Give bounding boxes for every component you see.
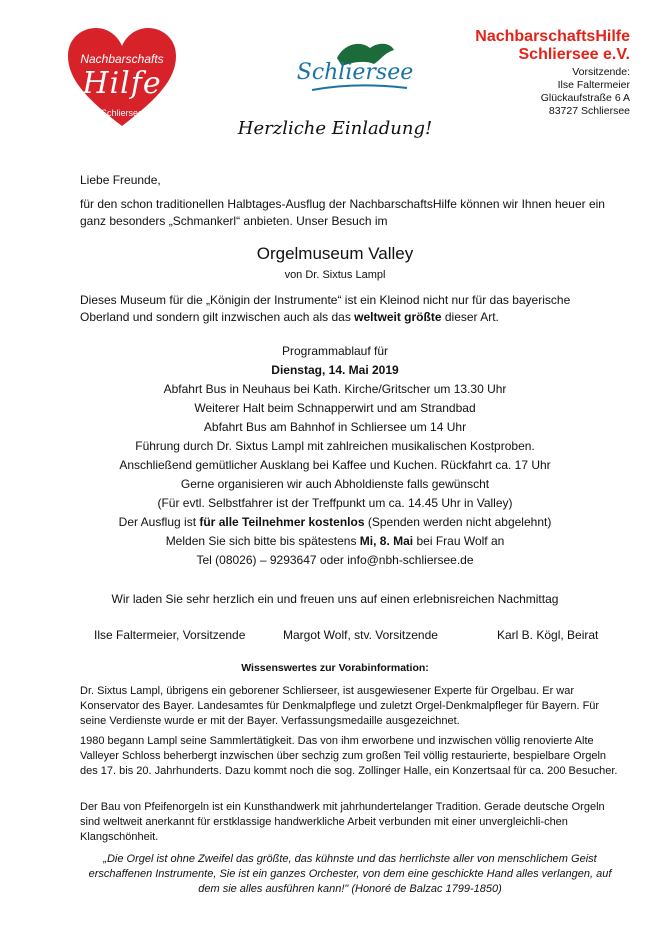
event-date: Dienstag, 14. Mai 2019 — [271, 363, 399, 377]
address-line: Ilse Faltermeier — [557, 79, 630, 91]
contact-info: Tel (08026) – 9293647 oder info@nbh-schliersee.de — [196, 553, 474, 567]
desc-text: Dieses Museum für die „Königin der Instrumente“ ist ein Kleinod nicht nur für das bayerische Oberland und sondern gilt inzwischen auch als das — [80, 293, 571, 324]
program-item: Anschließend gemütlicher Ausklang bei Kaffee und Kuchen. Rückfahrt ca. 17 Uhr — [119, 458, 551, 472]
program-item: Abfahrt Bus in Neuhaus bei Kath. Kirche/Gritscher um 13.30 Uhr — [163, 382, 507, 396]
address-line: Vorsitzende: — [572, 66, 630, 78]
program-item: Führung durch Dr. Sixtus Lampl mit zahlreichen musikalischen Kostproben. — [135, 439, 535, 453]
org-line-2: Schliersee e.V. — [518, 46, 630, 63]
signature-1: Ilse Faltermeier, Vorsitzende — [94, 628, 246, 642]
organization-name — [475, 28, 630, 64]
closing-line: Wir laden Sie sehr herzlich ein und freuen uns auf einen erlebnisreichen Nachmittag — [111, 592, 559, 606]
free-bold: für alle Teilnehmer kostenlos — [199, 515, 365, 529]
program-item: (Für evtl. Selbstfahrer ist der Treffpunkt um ca. 14.45 Uhr in Valley) — [157, 496, 513, 510]
museum-name: Orgelmuseum Valley — [256, 244, 414, 263]
balzac-quote: „Die Orgel ist ohne Zweifel das größte, das kühnste und das herrlichste aller von menschlichem Geist erschaffenen Instrumente, Sie ist ein ganzes Orchester, von dem eine geschickte Hand alles verlangen, auf dem sie alles ausführen kann!" (Honoré de Balzac 1799-1850) — [88, 853, 612, 895]
org-line-1: NachbarschaftsHilfe — [475, 28, 630, 45]
signature-2: Margot Wolf, stv. Vorsitzende — [283, 628, 438, 642]
logo-wordmark: Schliersee — [296, 60, 414, 85]
free-text: Der Ausflug ist — [118, 515, 200, 529]
program-item: Abfahrt Bus am Bahnhof in Schliersee um 14 Uhr — [203, 420, 467, 434]
info-paragraph-3: Der Bau von Pfeifenorgeln ist ein Kunsthandwerk mit jahrhundertelanger Tradition. Gerade deutsche Orgeln sind weltweit anerkannt für erstklassige handwerkliche Arbeit verbunden mit einer unvergleichli-chen Klangschönheit. — [80, 801, 605, 843]
museum-subtitle: von Dr. Sixtus Lampl — [284, 269, 386, 281]
register-bold: Mi, 8. Mai — [359, 534, 414, 548]
greeting: Liebe Freunde, — [80, 173, 161, 187]
free-note — [0, 513, 670, 532]
address-block — [541, 66, 630, 118]
program-item: Weiterer Halt beim Schnapperwirt und am Strandbad — [194, 401, 476, 415]
desc-bold: weltweit größte — [354, 310, 442, 324]
programm-heading: Programmablauf für — [281, 344, 389, 358]
register-text: bei Frau Wolf an — [413, 534, 505, 548]
register-note — [0, 532, 670, 551]
heart-text-top: Nachbarschafts — [80, 52, 164, 66]
heart-text-bottom: Schliersee — [100, 108, 144, 118]
info-paragraph-1: Dr. Sixtus Lampl, übrigens ein geborener Schlierseer, ist ausgewiesener Experte für Orgelbau. Er war Konservator des Bayer. Landesamtes für Denkmalpflege und zuletzt Orgel-Denkmalpfleger für Bayern. Für seine Verdienste wurde er mit der Bayer. Verfassungsmedaille ausgezeichnet. — [80, 685, 600, 727]
register-text: Melden Sie sich bitte bis spätestens — [165, 534, 360, 548]
address-line: 83727 Schliersee — [548, 105, 630, 117]
info-paragraph-2: 1980 begann Lampl seine Sammlertätigkeit. Das von ihm erworbene und inzwischen völlig renovierte Alte Valleyer Schloss beherbergt inzwischen über sechzig zum großen Teil völlig restaurierte, bespielbare Orgeln des 17. bis 20. Jahrhunderts. Dazu kommt noch die sog. Zollinger Halle, ein Konzertsaal für ca. 200 Besucher. — [80, 735, 618, 777]
invitation-title: Herzliche Einladung! — [237, 118, 433, 139]
heart-text-main: Hilfe — [82, 66, 162, 101]
signature-3: Karl B. Kögl, Beirat — [497, 628, 599, 642]
info-heading: Wissenswertes zur Vorabinformation: — [241, 662, 429, 674]
address-line: Glückaufstraße 6 A — [540, 92, 630, 104]
program-item: Gerne organisieren wir auch Abholdienste falls gewünscht — [180, 477, 490, 491]
free-text: (Spenden werden nicht abgelehnt) — [364, 515, 552, 529]
museum-description — [80, 292, 610, 326]
desc-text: dieser Art. — [441, 310, 499, 324]
intro-paragraph: für den schon traditionellen Halbtages-Ausflug der NachbarschaftsHilfe können wir Ihnen heuer ein ganz besonders „Schmankerl“ anbieten. Unser Besuch im — [80, 197, 605, 228]
